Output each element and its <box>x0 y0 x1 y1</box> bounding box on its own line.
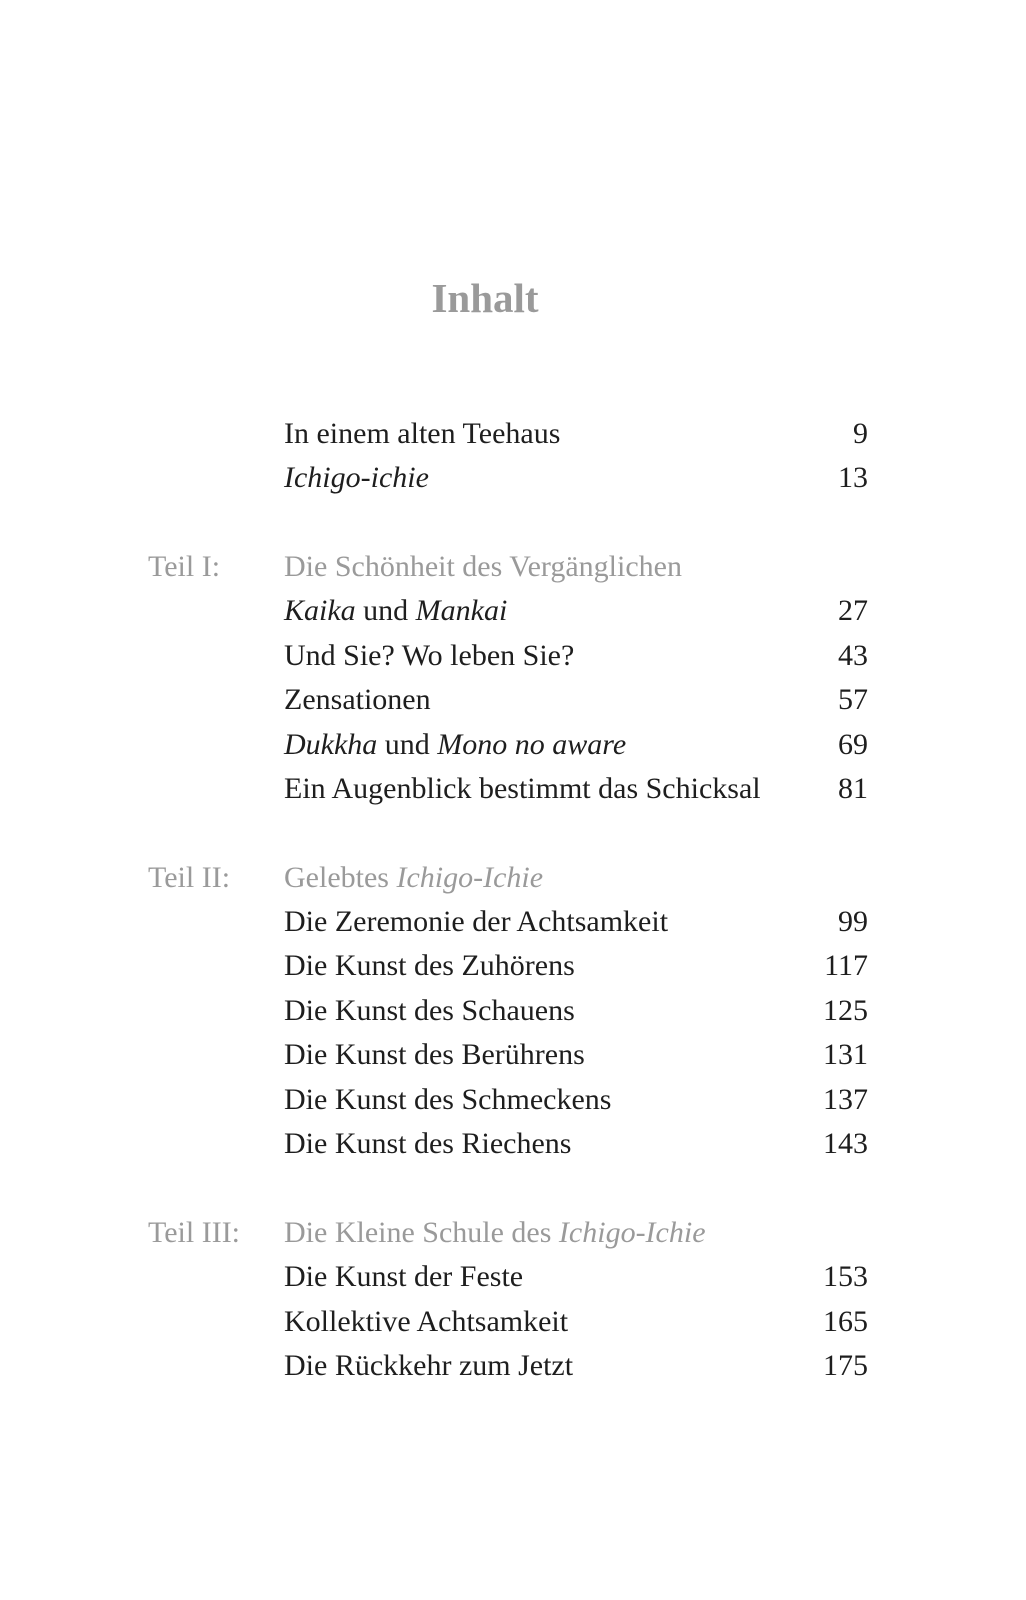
entry-title: Die Kunst der Feste <box>284 1260 524 1293</box>
part-heading <box>0 1211 1026 1255</box>
entry-title: Kaika und Mankai <box>284 594 508 627</box>
entry-title: Die Kunst des Schmeckens <box>284 1083 612 1116</box>
toc-entry <box>0 589 1026 633</box>
toc-entry <box>0 1344 1026 1388</box>
page-number: 69 <box>838 728 868 761</box>
entry-title: Die Kunst des Berührens <box>284 1038 585 1071</box>
part-heading <box>0 545 1026 589</box>
entry-title: Ichigo-ichie <box>284 461 429 494</box>
page-number: 13 <box>838 461 868 494</box>
page-number: 57 <box>838 683 868 716</box>
page-number: 27 <box>838 594 868 627</box>
entry-title: Zensationen <box>284 683 431 716</box>
toc-entry <box>0 767 1026 811</box>
toc-entry <box>0 678 1026 722</box>
entry-title: Ein Augenblick bestimmt das Schicksal <box>284 772 761 805</box>
toc-entry <box>0 989 1026 1033</box>
toc-entry <box>0 723 1026 767</box>
page-number: 81 <box>838 772 868 805</box>
toc-entry <box>0 1033 1026 1077</box>
toc-entry <box>0 634 1026 678</box>
page-number: 165 <box>823 1305 868 1338</box>
part-title: Die Kleine Schule des Ichigo-Ichie <box>284 1216 706 1249</box>
page-number: 175 <box>823 1349 868 1382</box>
page-title: Inhalt <box>431 275 539 321</box>
toc-entry <box>0 456 1026 500</box>
page-number: 9 <box>853 417 868 450</box>
entry-title: Kollektive Achtsamkeit <box>284 1305 569 1338</box>
part-label: Teil II: <box>148 861 231 894</box>
entry-title: Und Sie? Wo leben Sie? <box>284 639 575 672</box>
toc-entry <box>0 1122 1026 1166</box>
toc-entry <box>0 1255 1026 1299</box>
toc-entry <box>0 944 1026 988</box>
entry-title: Die Zeremonie der Achtsamkeit <box>284 905 669 938</box>
page-number: 117 <box>824 949 868 982</box>
part-label: Teil I: <box>148 550 221 583</box>
toc-entry <box>0 1300 1026 1344</box>
part-label: Teil III: <box>148 1216 241 1249</box>
entry-title: Die Kunst des Riechens <box>284 1127 572 1160</box>
entry-title: Dukkha und Mono no aware <box>284 728 627 761</box>
part-title: Die Schönheit des Vergänglichen <box>284 550 682 583</box>
page-number: 137 <box>823 1083 868 1116</box>
entry-title: Die Kunst des Schauens <box>284 994 575 1027</box>
page-number: 143 <box>823 1127 868 1160</box>
toc-entry <box>0 1078 1026 1122</box>
entry-title: Die Rückkehr zum Jetzt <box>284 1349 574 1382</box>
page-number: 125 <box>823 994 868 1027</box>
part-title: Gelebtes Ichigo-Ichie <box>284 861 544 894</box>
toc-entry <box>0 412 1026 456</box>
page-number: 43 <box>838 639 868 672</box>
page-number: 131 <box>823 1038 868 1071</box>
part-heading <box>0 856 1026 900</box>
page-number: 153 <box>823 1260 868 1293</box>
entry-title: Die Kunst des Zuhörens <box>284 949 575 982</box>
toc-entry <box>0 900 1026 944</box>
page-number: 99 <box>838 905 868 938</box>
entry-title: In einem alten Teehaus <box>284 417 561 450</box>
